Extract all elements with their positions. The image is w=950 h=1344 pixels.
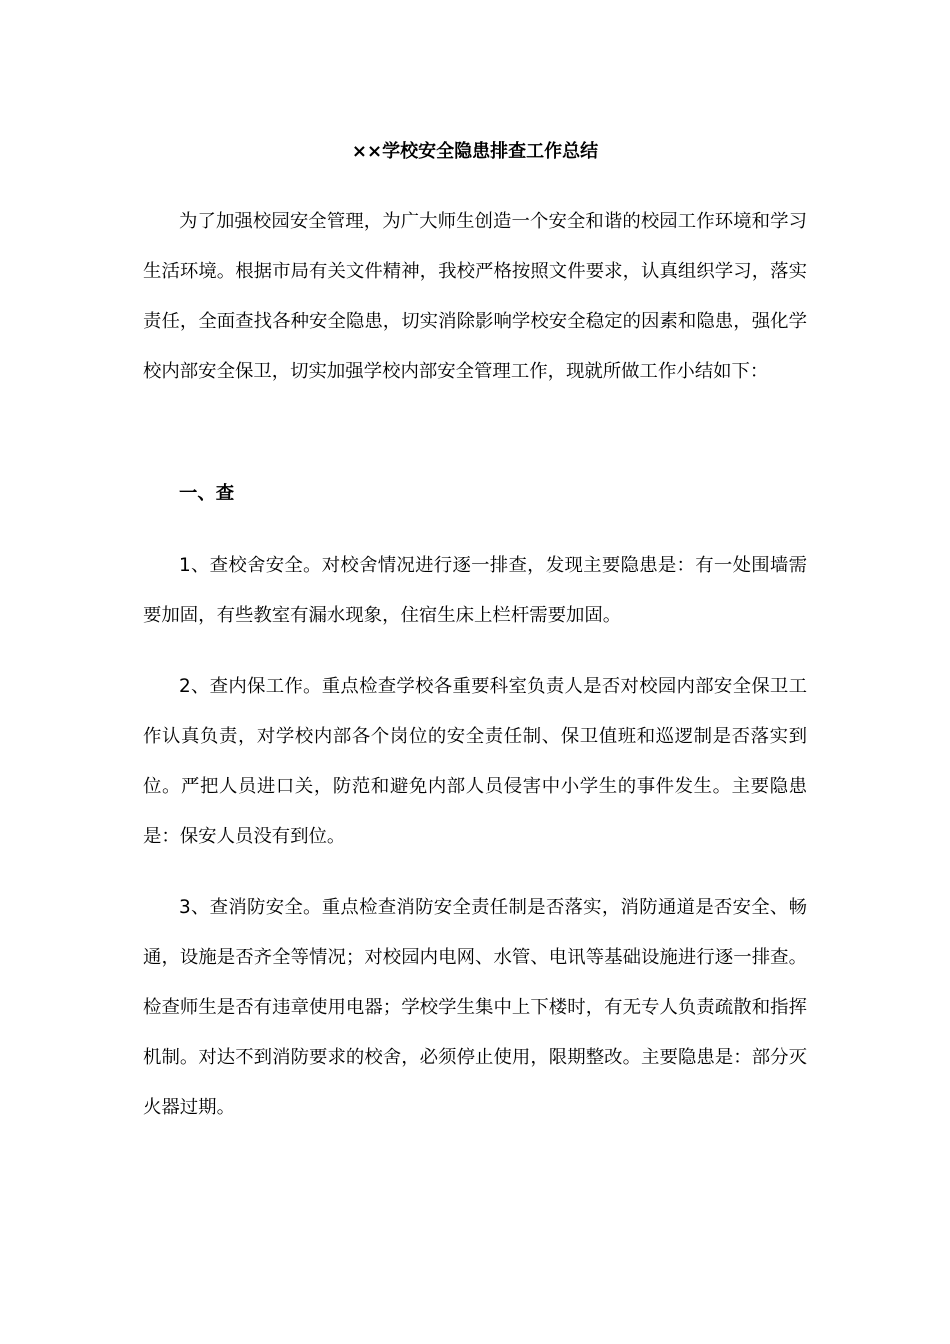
- intro-paragraph: 为了加强校园安全管理，为广大师生创造一个安全和谐的校园工作环境和学习生活环境。根据市局有关文件精神，我校严格按照文件要求，认真组织学习，落实责任，全面查找各种安全隐患，切实消除影响学校安全稳定的因素和隐患，强化学校内部安全保卫，切实加强学校内部安全管理工作，现就所做工作小结如下：: [143, 211, 807, 382]
- document-title: ××学校安全隐患排查工作总结: [351, 141, 599, 162]
- item-paragraph-3: 3、查消防安全。重点检查消防安全责任制是否落实，消防通道是否安全、畅通，设施是否齐全等情况；对校园内电网、水管、电讯等基础设施进行逐一排查。检查师生是否有违章使用电器；学校学生集中上下楼时，有无专人负责疏散和指挥机制。对达不到消防要求的校舍，必须停止使用，限期整改。主要隐患是：部分灭火器过期。: [143, 897, 807, 1118]
- section-heading: 一、查: [179, 483, 235, 504]
- item-paragraph-2: 2、查内保工作。重点检查学校各重要科室负责人是否对校园内部安全保卫工作认真负责，对学校内部各个岗位的安全责任制、保卫值班和巡逻制是否落实到位。严把人员进口关，防范和避免内部人员侵害中小学生的事件发生。主要隐患是：保安人员没有到位。: [143, 676, 807, 847]
- item-paragraph-1: 1、查校舍安全。对校舍情况进行逐一排查，发现主要隐患是：有一处围墙需要加固，有些教室有漏水现象，住宿生床上栏杆需要加固。: [143, 555, 807, 626]
